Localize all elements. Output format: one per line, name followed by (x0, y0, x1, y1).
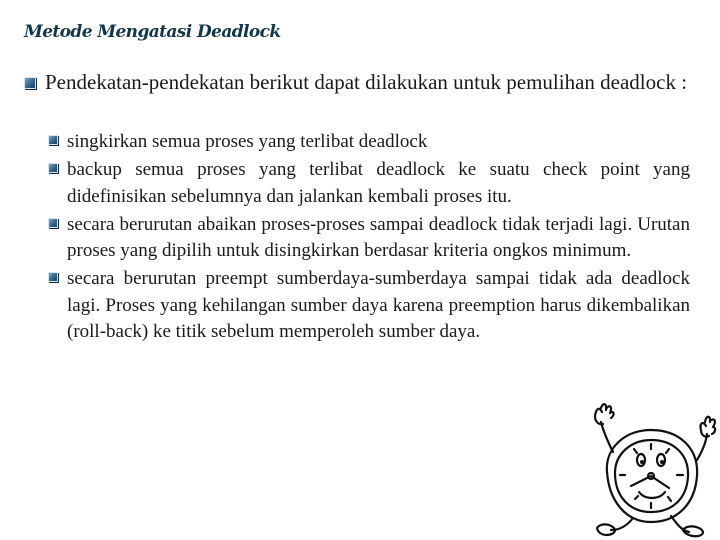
main-bullet-point (24, 70, 690, 95)
sub-bullet-text: secara berurutan abaikan proses-proses sampai deadlock tidak terjadi lagi. Urutan proses yang dipilih untuk disingkirkan berdasar kriteria ongkos minimum. (67, 213, 690, 262)
square-bullet-icon (48, 163, 58, 173)
sub-bullet-list (48, 129, 690, 347)
sub-bullet-item (48, 129, 690, 155)
square-bullet-icon (48, 135, 58, 145)
sub-bullet-item (48, 266, 690, 345)
square-bullet-icon (48, 218, 58, 228)
sub-bullet-item (48, 157, 690, 210)
slide-title: Metode Mengatasi Deadlock (24, 22, 281, 42)
main-bullet-text: Pendekatan-pendekatan berikut dapat dilakukan untuk pemulihan deadlock : (45, 70, 688, 94)
square-bullet-icon (24, 77, 36, 89)
sub-bullet-text: backup semua proses yang terlibat deadlock ke suatu check point yang didefinisikan sebelumnya dan jalankan kembali proses itu. (67, 159, 690, 207)
sub-bullet-item (48, 212, 690, 265)
sub-bullet-text: singkirkan semua proses yang terlibat deadlock (67, 131, 428, 152)
sub-bullet-text: secara berurutan preempt sumberdaya-sumberdaya sampai tidak ada deadlock lagi. Proses yang kehilangan sumber daya karena preemption harus dikembalikan (roll-back) ke titik sebelum memperoleh sumber daya. (67, 268, 690, 343)
square-bullet-icon (48, 272, 58, 282)
running-clock-icon (585, 400, 720, 540)
